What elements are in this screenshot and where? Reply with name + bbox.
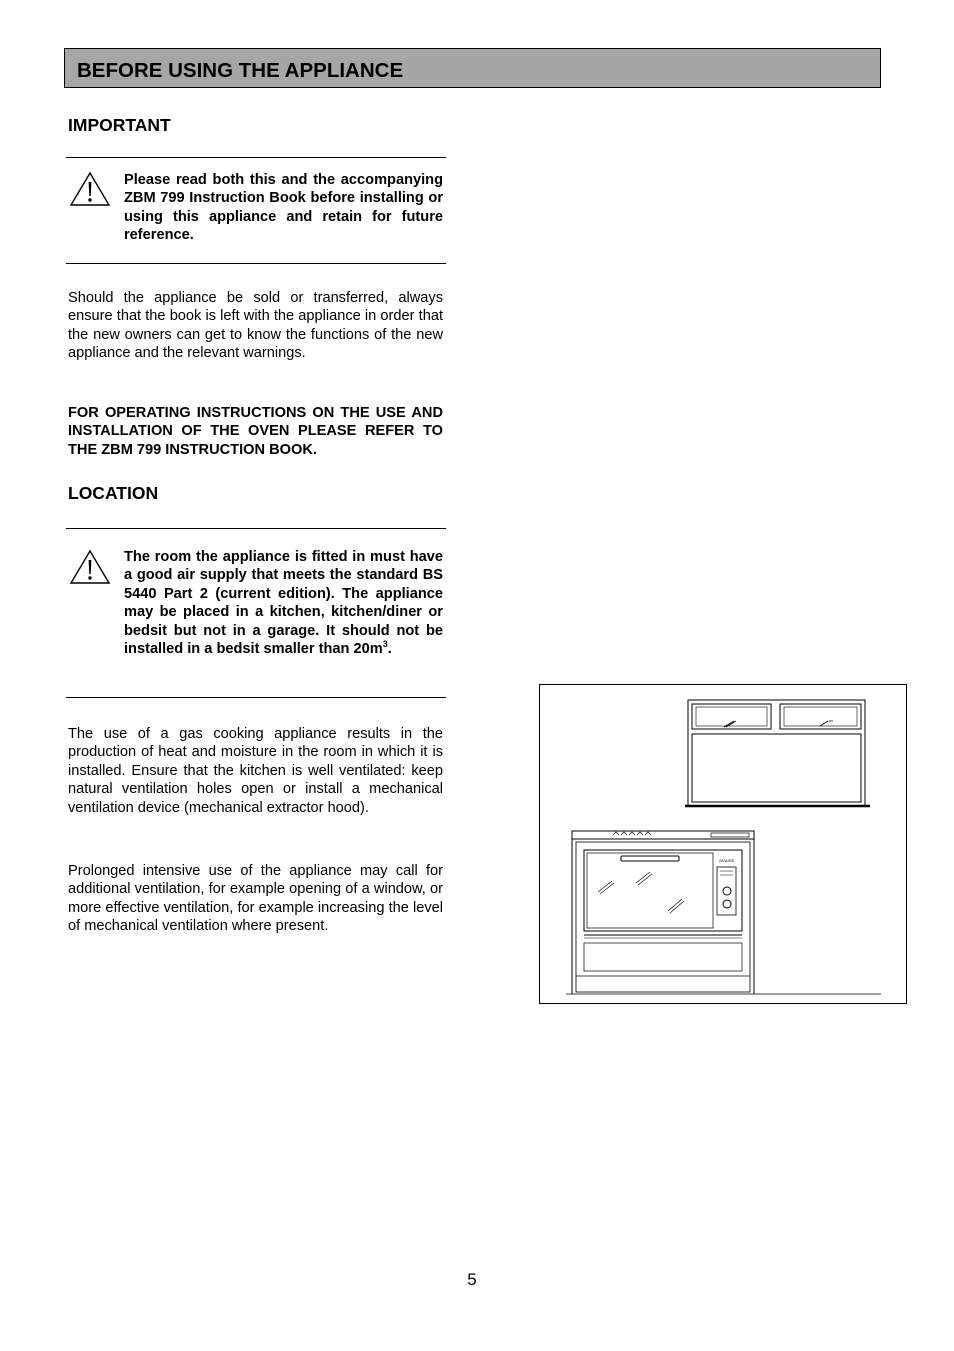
oven-window — [587, 853, 713, 928]
important-warning-text: Please read both this and the accompanying ZBM 799 Instruction Book before installing or using this appliance and retain for future reference. — [124, 172, 443, 244]
page-number: 5 — [467, 1270, 477, 1289]
superscript-three: 3 — [382, 639, 388, 650]
location-warning-main: The room the appliance is fitted in must have a good air supply that meets the standard BS 5440 Part 2 (current edition). The appliance may be placed in a kitchen, kitchen/diner or bedsit but not in a garage. It should not be installed in a bedsit smaller than 20m — [124, 549, 443, 658]
cooker-hob-edge — [572, 831, 754, 839]
oven-knob-icon — [723, 900, 731, 908]
oven-door-handle — [621, 856, 679, 861]
divider-top — [66, 157, 446, 158]
warning-triangle-icon — [69, 549, 111, 585]
page-title: BEFORE USING THE APPLIANCE — [77, 59, 404, 82]
location-warning-end: . — [387, 641, 392, 658]
divider-bottom — [66, 263, 446, 264]
oven-knob-icon — [723, 887, 731, 895]
kitchen-illustration — [539, 684, 907, 1004]
warning-triangle-icon — [69, 171, 111, 207]
divider-top — [66, 528, 446, 529]
cooker-and-window-drawing — [540, 685, 905, 1002]
window-frame — [688, 700, 865, 806]
transfer-paragraph: Should the appliance be sold or transferred, always ensure that the book is left with the appliance in order that the new owners can get to know the functions of the new appliance and the relevant warnings. — [68, 290, 443, 362]
storage-drawer — [584, 943, 742, 971]
important-heading: IMPORTANT — [68, 115, 171, 135]
operating-instructions-note: FOR OPERATING INSTRUCTIONS ON THE USE AND INSTALLATION OF THE OVEN PLEASE REFER TO THE ZBM 799 INSTRUCTION BOOK. — [68, 405, 443, 458]
window-lower-pane — [692, 734, 861, 802]
divider-bottom — [66, 697, 446, 698]
section-header-bar — [64, 48, 881, 88]
location-heading: LOCATION — [68, 483, 159, 503]
ventilation-paragraph: The use of a gas cooking appliance results in the production of heat and moisture in the room in which it is installed. Ensure that the kitchen is well ventilated: keep natural ventilation holes open or install a mechanical ventilation device (mechanical extractor hood). — [68, 726, 443, 816]
window-left-pane — [692, 704, 771, 729]
brand-label: ZANUSSI — [719, 859, 735, 863]
location-warning-text — [124, 548, 443, 658]
cooker-body — [576, 842, 750, 992]
additional-ventilation-paragraph: Prolonged intensive use of the appliance may call for additional ventilation, for example opening of a window, or more effective ventilation, for example increasing the level of mechanical ventilation where present. — [68, 863, 443, 935]
